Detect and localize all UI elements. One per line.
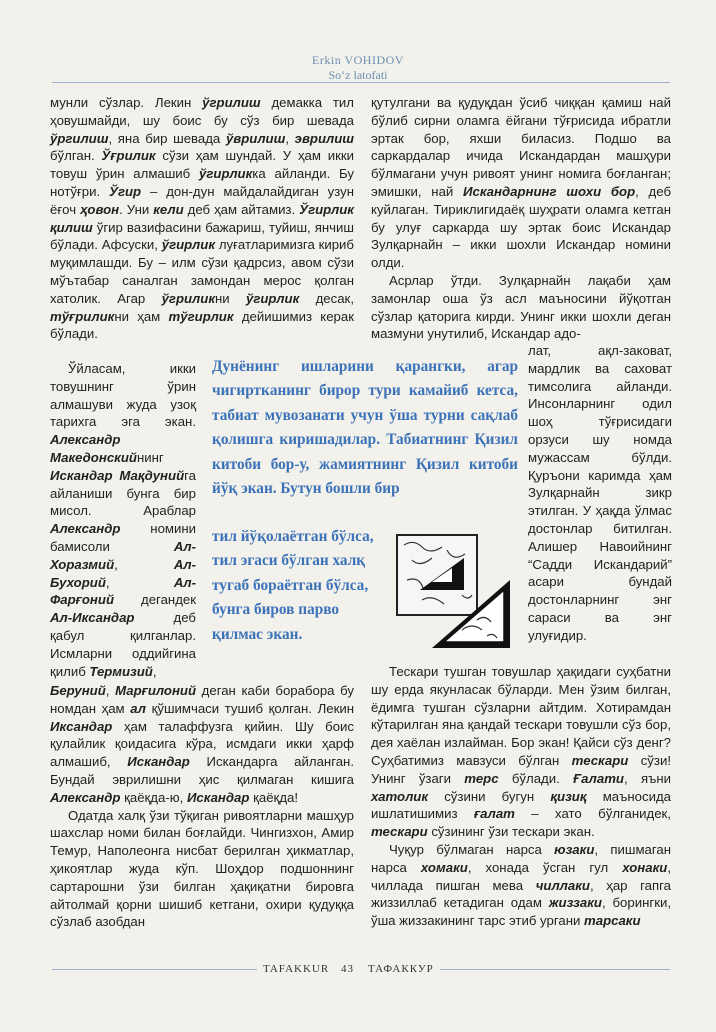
- footer-rule-right: [440, 969, 670, 970]
- left-column-bottom: [50, 682, 354, 931]
- pull-quote: Дунёнинг ишларини қарангки, агар чигирткaнинг бирор тури камайиб кетса, табиат мувозанати учун ўша турни сақлаб қолишга киришадилар. Табиатнинг Қизил китоби бор-у, жамиятнинг Қизил китоби йўқ экан. Бутун бошли бир: [212, 358, 518, 498]
- paragraph: Асрлар ўтди. Зулқарнайн лақаби ҳам замонлар оша ўз асл маъносини йўқотган сўзлар қаторига кирди. Унинг икки шохли деган мазмуни унутилиб, Искандар адо-: [371, 272, 671, 342]
- pull-quote-continued: тил йўқолаётган бўлса, тил эгаси бўлган халқ тугаб бораётган бўлса, бунга биров парво қилмас экан.: [212, 528, 374, 643]
- right-column-narrow: [528, 342, 672, 645]
- paragraph: Беруний, Марғилоний деган каби борабора бу номдан ҳам ал қўшимчаси тушиб қолган. Лекин Иксандар ҳам талаффузга қийин. Шу боис қулайлик қоидасига кўра, исмдаги икки ҳарф алмашиб, Искандар Искандарга айланган. Бундай эврилишни ҳис қилмаган кишига Александр қаёқда-ю, Искандар қаёқда!: [50, 683, 355, 805]
- left-column-narrow: [50, 360, 196, 680]
- paragraph: Одатда халқ ўзи тўқиган ривоятларни машҳур шахслар номи билан боғлайди. Чингизхон, Амир Темур, Наполеонга нисбат берилган ҳикматлар, ҳикоятлар жуда кўп. Шоҳдор подшоннинг сартарошни ўзи билган ҳақиқатни бировга айтолмай қорни шишиб кетгани, охири қудуққа сўзлаб азобдан: [50, 807, 354, 930]
- header-rule: [52, 82, 670, 83]
- footer-rule-left: [52, 969, 257, 970]
- page-number: 43: [341, 963, 354, 975]
- paragraph: мунли сўзлар. Лекин ўгрилиш демакка тил ҳовушмайди, шу боис бу сўз бир шевада ўргилиш, яна бир шевада ўврилиш, эврилиш бўлган. Ўғрилик сўзи ҳам шундай. У ҳам икки товуш ўрин алмашиб ўгирликка айланди. Бу нотўғри. Ўгир – дон-дун майдалайдиган узун ёғоч ҳовон. Уни кели деб ҳам айтамиз. Ўгирлик қилиш ўгир вазифасини бажариш, туйиш, янчиш бўлади. Афсуски, ўгирлик луғатларимизга кириб муқимлашди. Бу – илм сўзи қадрсиз, авом сўзи мўътабар саналган замондан мерос қолган хатолик. Агар ўгриликни ўгирлик десак, тўғриликни ҳам тўгирлик дейишимиз керак бўлади.: [50, 95, 355, 342]
- right-column-bottom: [371, 663, 671, 930]
- left-column-top: [50, 94, 354, 343]
- right-column-top: [371, 94, 671, 343]
- header-author: Erkin VOHIDOV: [312, 53, 404, 67]
- paragraph: лат, ақл-заковат, мардлик ва саховат тимсолига айланди. Инсонларнинг одил шоҳ тўғрисидаги орзуси шу номда мужассам бўлди. Қуръони каримда ҳам Зулқарнайн зикр этилган. У ҳақда ўлмас достонлар битилган. Алишер Навоийнинг “Садди Искандарий” асари бундай достонларнинг энг сараси ва энг улуғидир.: [528, 343, 672, 643]
- paragraph: Ўйласам, икки товушнинг ўрин алмашуви жуда узоқ тарихга эга экан. Александр Македонскийнинг Искандар Мақдунийга айланиши бунга бир мисол. Араблар Александр номини бамисоли Ал-Хоразмий, Ал-Бухорий, Ал-Фарғоний дегандек Ал-Иксандар деб қабул қилганлар. Исмларни оддийгина қилиб Термизий,: [50, 361, 196, 679]
- footer-magazine-latin: TAFAKKUR: [263, 963, 330, 975]
- decorative-triangles-graphic: [392, 530, 517, 655]
- paragraph: Тескари тушган товушлар ҳақидаги суҳбатни шу ерда якунласак бўларди. Мен ўзим билган, ёдимга тушган сўзларни айтдим. Хотирамдан кўтарилган яна қандай тескари товушли сўз бор, дея хаёлан излайман. Бор экан! Қайси сўз денг? Суҳбатимиз мавзуси бўлган тескари сўзи! Унинг ўзаги терс бўлади. Ғалати, яъни хатолик сўзини бугун қизиқ маъносида ишлатишимиз ғалат – хато бўлганидек, тескари сўзининг ўзи тескари экан.: [371, 664, 671, 840]
- paragraph: Чуқур бўлмаган нарса юзаки, пишмаган нарса хомаки, хонада ўсган гул хонаки, чиллада пишган мева чиллаки, ҳар гапга жиззиллаб кетадиган одам жиззаки, борингки, ўша жиззакининг тарс этиб ургани тарсаки: [371, 841, 672, 929]
- paragraph: қутулгани ва қудуқдан ўсиб чиққан қамиш най бўлиб сирни оламга ёйгани тўғрисида ибратли эртак бор, яхши биласиз. Подшо ва саркардалар ичида Искандардан машҳури бўлмагани учун ривоят унинг номига боғланган; эмишки, най Искандарнинг шохи бор, деб куйлаган. Тириклигидаёқ шуҳрати оламга кетган бу улуғ саркарда шу эртак боис Искандар Зулқарнайн – икки шохли Искандар номини олди.: [371, 95, 671, 271]
- header-title: So‘z latofati: [328, 68, 388, 82]
- footer-magazine-cyrillic: ТАФАККУР: [368, 963, 434, 975]
